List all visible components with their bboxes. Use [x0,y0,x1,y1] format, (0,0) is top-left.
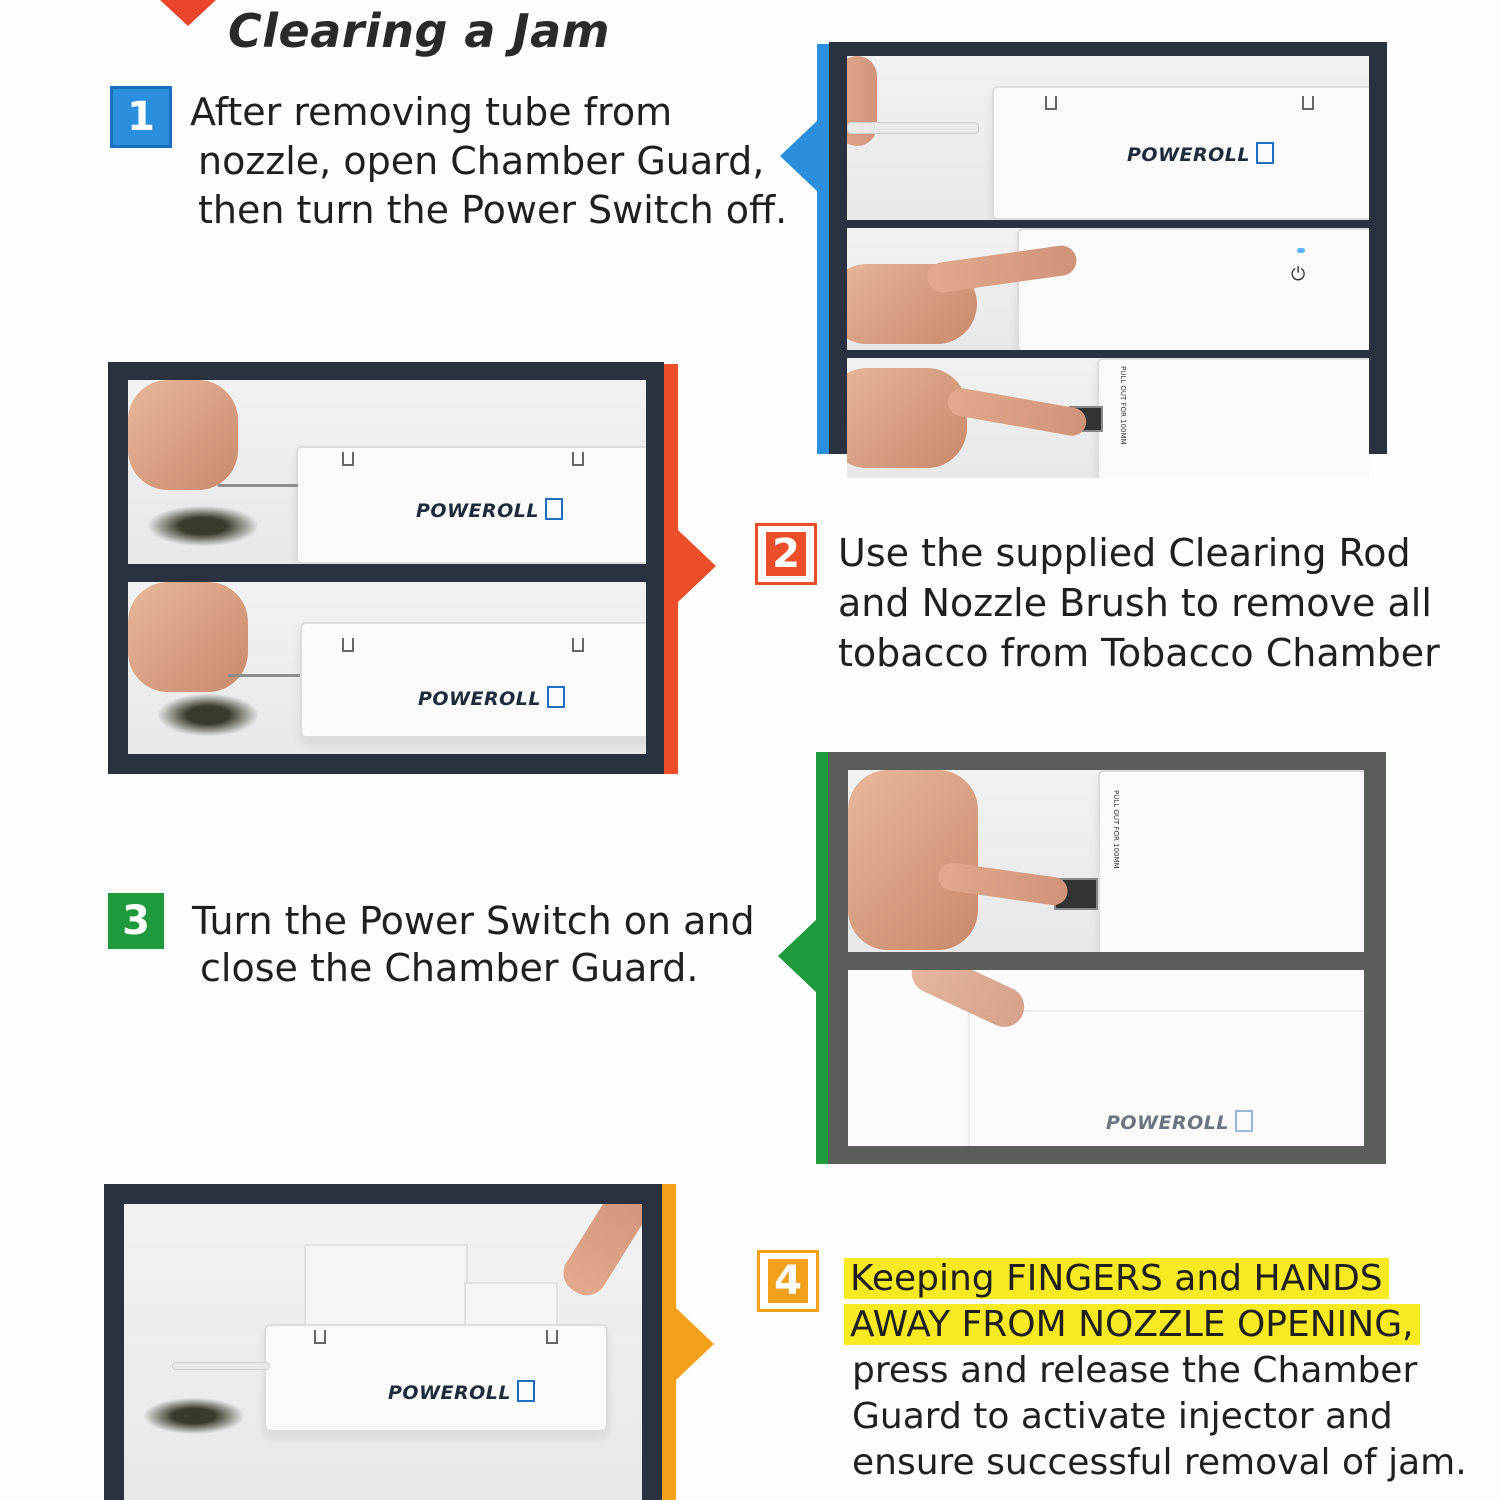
tick-icon [1302,96,1314,110]
step-4-warning-line-1: Keeping FINGERS and HANDS [844,1258,1389,1299]
step-1-badge [110,86,172,148]
page-title: Clearing a Jam [228,4,611,58]
step-3-badge [108,893,164,949]
brand-logo [1106,1110,1253,1134]
clearing-rod [218,484,298,487]
step-4-photo-panel [104,1184,662,1500]
step-1-text [190,88,787,235]
tick-icon [1045,96,1057,110]
guard-label: PULL OUT FOR 100MM [1112,790,1120,869]
tick-icon [572,452,584,466]
step-2-photo-b [128,582,646,754]
brand-logo [418,686,565,710]
step-1-line-3: then turn the Power Switch off. [198,188,788,232]
step-4-stripe [662,1184,676,1500]
step-4-number: 4 [768,1259,808,1303]
brand-text: POWEROLL [416,500,540,522]
step-3-line-2: close the Chamber Guard. [200,946,699,990]
step-1-stripe [817,44,829,454]
hand-icon [128,380,238,490]
tube [172,1362,270,1370]
brand-logo [388,1380,535,1404]
step-3-stripe [816,752,828,1164]
step-2-number: 2 [766,532,806,576]
brand-text: POWEROLL [1127,144,1251,166]
machine [1017,228,1369,350]
step-2-stripe [664,364,678,774]
step-1-line-2: nozzle, open Chamber Guard, [198,139,765,183]
step-4-line-2: Guard to activate injector and [852,1396,1393,1437]
brand-logo [1127,142,1274,166]
step-1-photo-b [847,228,1369,350]
brand-logo [416,498,563,522]
step-4-text [844,1256,1467,1486]
tick-icon [314,1330,326,1344]
step-2-pointer-arrow-icon [678,530,716,602]
step-1-pointer-arrow-icon [780,120,818,192]
guard-label: PULL OUT FOR 100MM [1119,366,1127,445]
step-3-number: 3 [122,898,150,944]
tobacco-pile [144,1398,244,1434]
hand-icon [848,770,978,950]
step-3-pointer-arrow-icon [778,918,818,994]
title-arrow-icon [160,0,216,26]
step-1-photo-panel [829,42,1387,454]
brand-text: POWEROLL [1106,1112,1230,1134]
step-4-photo [124,1204,642,1500]
step-2-badge [755,523,817,585]
finger-icon [556,1204,642,1303]
step-4-warning-line-2: AWAY FROM NOZZLE OPENING, [844,1304,1420,1345]
step-4-badge [757,1250,819,1312]
step-1-line-1: After removing tube from [190,90,673,134]
clearing-rod [228,674,300,677]
step-2-photo-a [128,380,646,564]
step-3-photo-a [848,770,1364,952]
brand-text: POWEROLL [418,688,542,710]
tick-icon [546,1330,558,1344]
tube [847,122,979,134]
step-3-line-1: Turn the Power Switch on and [192,899,755,943]
step-2-line-3: tobacco from Tobacco Chamber [838,631,1440,675]
step-2-line-2: and Nozzle Brush to remove all [838,581,1432,625]
tobacco-pile [158,694,258,736]
step-2-line-1: Use the supplied Clearing Rod [838,531,1411,575]
tick-icon [342,452,354,466]
step-1-photo-a [847,56,1369,220]
step-2-text [838,528,1440,678]
step-4-pointer-arrow-icon [676,1308,714,1380]
step-3-text [192,898,755,992]
step-3-photo-b [848,970,1364,1146]
step-3-photo-panel [828,752,1386,1164]
step-1-photo-c [847,358,1369,478]
tick-icon [572,638,584,652]
brand-text: POWEROLL [388,1382,512,1404]
tick-icon [342,638,354,652]
finger-icon [946,386,1089,438]
step-4-line-3: ensure successful removal of jam. [852,1442,1467,1483]
step-4-line-1: press and release the Chamber [852,1350,1418,1391]
step-2-photo-panel [108,362,664,774]
led-indicator [1297,248,1305,253]
step-1-number: 1 [127,94,155,140]
machine [1097,358,1369,478]
hand-icon [847,368,967,468]
tobacco-pile [148,506,258,546]
machine [1098,770,1364,952]
power-icon: ⏻ [1291,264,1306,285]
